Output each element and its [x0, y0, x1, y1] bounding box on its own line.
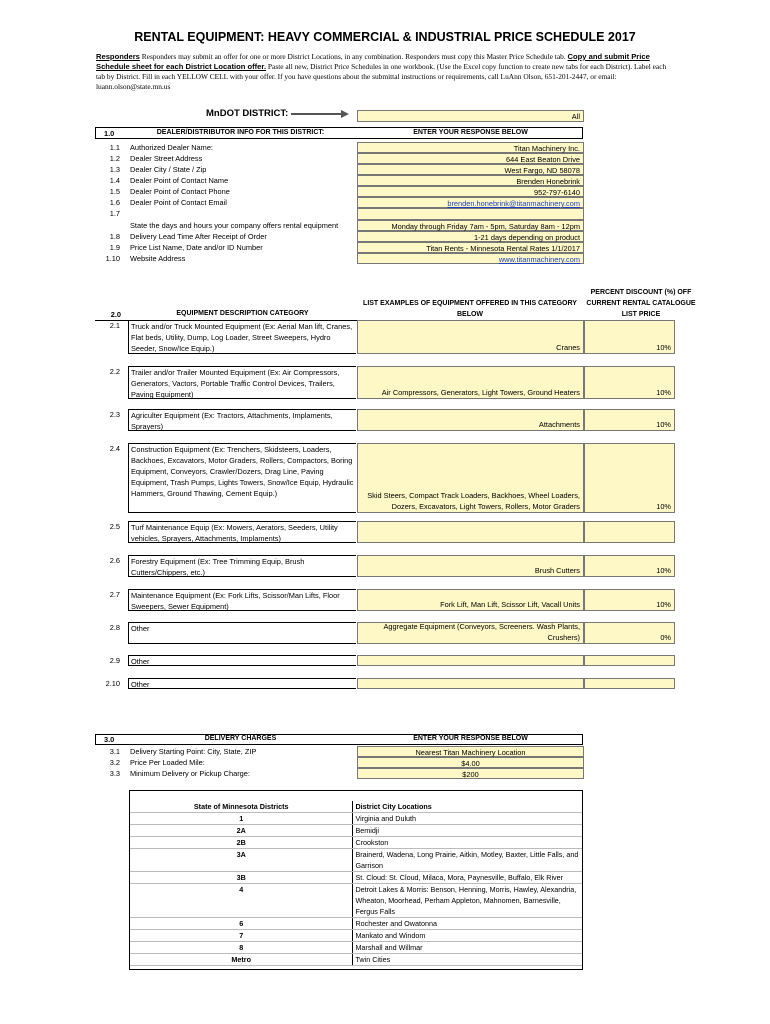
row-number: 3.2 [109, 758, 120, 767]
district-row [130, 884, 582, 918]
discount-field[interactable] [584, 555, 675, 577]
response-field[interactable]: Titan Machinery Inc. [357, 142, 584, 153]
discount-value: 10% [656, 420, 671, 429]
district-row [130, 954, 582, 966]
row-number: 2.6 [109, 556, 120, 565]
discount-field[interactable] [584, 589, 675, 611]
district-cities: Detroit Lakes & Morris: Benson, Henning, Morris, Hawley, Alexandria, Wheaton, Moorhead, Perham Appleton, Mahnomen, Barnesville, Fergus Falls [353, 884, 582, 918]
category-description: Agriculter Equipment (Ex: Tractors, Attachments, Implaments, Sprayers) [128, 409, 356, 431]
response-field-blank[interactable] [357, 208, 584, 220]
district-cities: St. Cloud: St. Cloud, Milaca, Mora, Paynesville, Buffalo, Elk River [353, 872, 582, 884]
row-number: 1.10 [105, 254, 120, 263]
field-label: Price List Name, Date and/or ID Number [130, 243, 263, 252]
row-number: 1.8 [109, 232, 120, 241]
field-label: Delivery Starting Point: City, State, ZIP [130, 747, 257, 756]
row-number: 2.10 [105, 679, 120, 688]
district-code: 3A [130, 849, 353, 872]
response-field[interactable]: brenden.honebrink@titanmachinery.com [357, 197, 584, 208]
category-description: Other [128, 622, 356, 644]
response-field[interactable]: Nearest Titan Machinery Location [357, 746, 584, 757]
category-description: Maintenance Equipment (Ex: Fork Lifts, Scissor/Man Lifts, Floor Sweepers, Sewer Equipment) [128, 589, 356, 611]
district-code: 3B [130, 872, 353, 884]
district-cities: Crookston [353, 837, 582, 849]
discount-value: 10% [656, 566, 671, 575]
equipment-list-field[interactable] [357, 409, 584, 431]
row-number: 2.4 [109, 444, 120, 453]
section-2-title: EQUIPMENT DESCRIPTION CATEGORY [176, 310, 309, 317]
equipment-list-value: Fork Lift, Man Lift, Scissor Lift, Vacall Units [440, 600, 580, 609]
discount-value: 10% [656, 600, 671, 609]
district-label: MnDOT DISTRICT: [206, 108, 289, 119]
field-label: Authorized Dealer Name: [130, 143, 213, 152]
row-number: 1.3 [109, 165, 120, 174]
district-code: 6 [130, 918, 353, 930]
district-row [130, 813, 582, 825]
row-number: 2.7 [109, 590, 120, 599]
section-1-response-header: ENTER YOUR RESPONSE BELOW [413, 129, 528, 136]
district-cities: Bemidji [353, 825, 582, 837]
discount-field[interactable] [584, 320, 675, 354]
field-label: State the days and hours your company offers rental equipment [130, 221, 339, 230]
row-number: 1.1 [109, 143, 120, 152]
field-label: Dealer Point of Contact Phone [130, 187, 230, 196]
page-title: RENTAL EQUIPMENT: HEAVY COMMERCIAL & INDUSTRIAL PRICE SCHEDULE 2017 [134, 30, 636, 44]
district-cities: Rochester and Owatonna [353, 918, 582, 930]
category-description: Turf Maintenance Equip (Ex: Mowers, Aerators, Seeders, Utility vehicles, Sprayers, Attachments, Implaments) [128, 521, 356, 543]
discount-value: 10% [656, 343, 671, 352]
districts-table [129, 790, 583, 970]
instructions-text-1: Responders may submit an offer for one or more District Locations, in any combination. Responders must copy this Master Price Schedule tab. [141, 52, 566, 61]
row-number: 3.1 [109, 747, 120, 756]
row-number: 2.1 [109, 321, 120, 330]
field-label: Website Address [130, 254, 186, 263]
response-field[interactable]: www.titanmachinery.com [357, 253, 584, 264]
section-3-response-header: ENTER YOUR RESPONSE BELOW [413, 735, 528, 742]
response-field[interactable]: $4.00 [357, 757, 584, 768]
discount-field[interactable] [584, 366, 675, 399]
equipment-list-value: Brush Cutters [534, 566, 580, 575]
row-number: 2.5 [109, 522, 120, 531]
equipment-list-value: Air Compressors, Generators, Light Towers, Ground Heaters [381, 388, 580, 397]
category-description: Forestry Equipment (Ex: Tree Trimming Equip, Brush Cutters/Chippers, etc.) [128, 555, 356, 577]
row-number: 1.7 [109, 209, 120, 218]
category-description: Construction Equipment (Ex: Trenchers, Skidsteers, Loaders, Backhoes, Excavators, Motor Graders, Rollers, Compactors, Boring Equipment, Conveyors, Crawler/Dozers, Drag Line, Paving Equipment, Trash Pumps, Lights Towers, Snow/Ice Equip, Hydraulic Hammers, Ground Thawing, Cement Equip.) [128, 443, 356, 513]
instructions-emphasis: Copy and submit Price Schedule sheet for each District Location offer. [96, 52, 650, 71]
equipment-list-field[interactable] [357, 555, 584, 577]
district-code: 8 [130, 942, 353, 954]
section-2-number: 2.0 [110, 310, 121, 319]
equipment-list-value: Cranes [556, 343, 580, 352]
districts-col-header: State of Minnesota Districts [130, 801, 353, 813]
equipment-list-field[interactable] [357, 443, 584, 513]
section-1-header [95, 127, 583, 139]
equipment-list-field[interactable] [357, 521, 584, 543]
response-field[interactable]: Monday through Friday 7am - 5pm, Saturday 8am - 12pm [357, 220, 584, 231]
discount-field[interactable] [584, 521, 675, 543]
discount-value: 10% [656, 502, 671, 511]
category-description: Truck and/or Truck Mounted Equipment (Ex: Aerial Man lift, Cranes, Flat beds, Utility, Dump, Log Loader, Street Sweepers, Hydro Seeder, Snow/Ice Equip.) [128, 320, 356, 354]
district-cities: Brainerd, Wadena, Long Prairie, Aitkin, Motley, Baxter, Little Falls, and Garrison [353, 849, 582, 872]
district-code: 2B [130, 837, 353, 849]
district-row [130, 849, 582, 872]
response-field[interactable]: 1-21 days depending on product [357, 231, 584, 242]
category-description: Trailer and/or Trailer Mounted Equipment (Ex: Air Compressors, Generators, Vactors, Portable Traffic Control Devices, Trailers, Paving Equipment) [128, 366, 356, 399]
response-field[interactable]: 644 East Beaton Drive [357, 153, 584, 164]
field-label: Minimum Delivery or Pickup Charge: [130, 769, 250, 778]
field-label: Dealer Point of Contact Email [130, 198, 227, 207]
row-number: 1.4 [109, 176, 120, 185]
equipment-list-field[interactable] [357, 589, 584, 611]
district-row [130, 837, 582, 849]
category-description: Other [128, 678, 356, 689]
arrow-right-icon [291, 109, 349, 119]
discount-header: PERCENT DISCOUNT (%) OFF CURRENT RENTAL CATALOGUE LIST PRICE [586, 289, 696, 318]
response-field[interactable]: Brenden Honebrink [357, 175, 584, 186]
row-number: 1.6 [109, 198, 120, 207]
section-3-title: DELIVERY CHARGES [204, 735, 277, 742]
response-field[interactable]: $200 [357, 768, 584, 779]
row-number: 1.5 [109, 187, 120, 196]
response-field[interactable]: 952-797-6140 [357, 186, 584, 197]
district-cities: Twin Cities [353, 954, 582, 966]
instructions-lead: Responders [96, 52, 140, 61]
field-label: Delivery Lead Time After Receipt of Order [130, 232, 267, 241]
district-cities: Marshall and Willmar [353, 942, 582, 954]
category-description: Other [128, 655, 356, 666]
discount-value: 0% [660, 633, 671, 642]
row-number: 2.3 [109, 410, 120, 419]
district-row [130, 872, 582, 884]
equipment-list-field[interactable] [357, 655, 584, 666]
discount-field[interactable] [584, 443, 675, 513]
district-cities: Mankato and Windom [353, 930, 582, 942]
field-label: Dealer Street Address [130, 154, 203, 163]
section-1-title: DEALER/DISTRIBUTOR INFO FOR THIS DISTRICT: [156, 129, 325, 136]
district-input[interactable]: All [357, 110, 584, 122]
district-row [130, 918, 582, 930]
equipment-list-field[interactable] [357, 678, 584, 689]
district-code: 7 [130, 930, 353, 942]
equipment-list-value: Skid Steers, Compact Track Loaders, Backhoes, Wheel Loaders, Dozers, Excavators, Light Towers, Rollers, Motor Graders [367, 491, 580, 511]
equipment-list-field[interactable] [357, 622, 584, 644]
row-number: 2.8 [109, 623, 120, 632]
district-row [130, 930, 582, 942]
equipment-list-field[interactable] [357, 366, 584, 399]
section-3-header [95, 734, 583, 745]
row-number: 1.2 [109, 154, 120, 163]
district-code: 1 [130, 813, 353, 825]
discount-field[interactable] [584, 678, 675, 689]
district-code: 2A [130, 825, 353, 837]
row-number: 2.9 [109, 656, 120, 665]
equipment-list-field[interactable] [357, 320, 584, 354]
section-3-number: 3.0 [104, 735, 115, 744]
response-field[interactable]: West Fargo, ND 58078 [357, 164, 584, 175]
field-label: Price Per Loaded Mile: [130, 758, 205, 767]
cities-col-header: District City Locations [353, 801, 582, 813]
instructions-text-2: Paste all new, District Price Schedules in one workbook. (Use the Excel copy function to create new tabs for each District). Label each tab by District. Fill in each YELLOW CELL with your offer. If you have questions about the submittal instructions or requirements, call LuAnn Olson, 651-201-2447, or email: luann.olson@state.mn.us [96, 62, 667, 91]
equipment-list-value: Aggregate Equipment (Conveyors, Screeners. Wash Plants, Crushers) [383, 622, 580, 642]
district-row [130, 942, 582, 954]
discount-value: 10% [656, 388, 671, 397]
row-number: 1.9 [109, 243, 120, 252]
section-1-number: 1.0 [104, 129, 115, 138]
row-number: 2.2 [109, 367, 120, 376]
district-cities: Virginia and Duluth [353, 813, 582, 825]
list-examples-header: LIST EXAMPLES OF EQUIPMENT OFFERED IN THIS CATEGORY BELOW [363, 300, 577, 318]
row-number: 3.3 [109, 769, 120, 778]
discount-field[interactable] [584, 409, 675, 431]
district-code: 4 [130, 884, 353, 918]
equipment-list-value: Attachments [538, 420, 580, 429]
response-field[interactable]: Titan Rents - Minnesota Rental Rates 1/1/2017 [357, 242, 584, 253]
field-label: Dealer City / State / Zip [130, 165, 207, 174]
district-code: Metro [130, 954, 353, 966]
discount-field[interactable] [584, 655, 675, 666]
instructions [96, 52, 676, 92]
district-row [130, 825, 582, 837]
field-label: Dealer Point of Contact Name [130, 176, 229, 185]
discount-field[interactable] [584, 622, 675, 644]
